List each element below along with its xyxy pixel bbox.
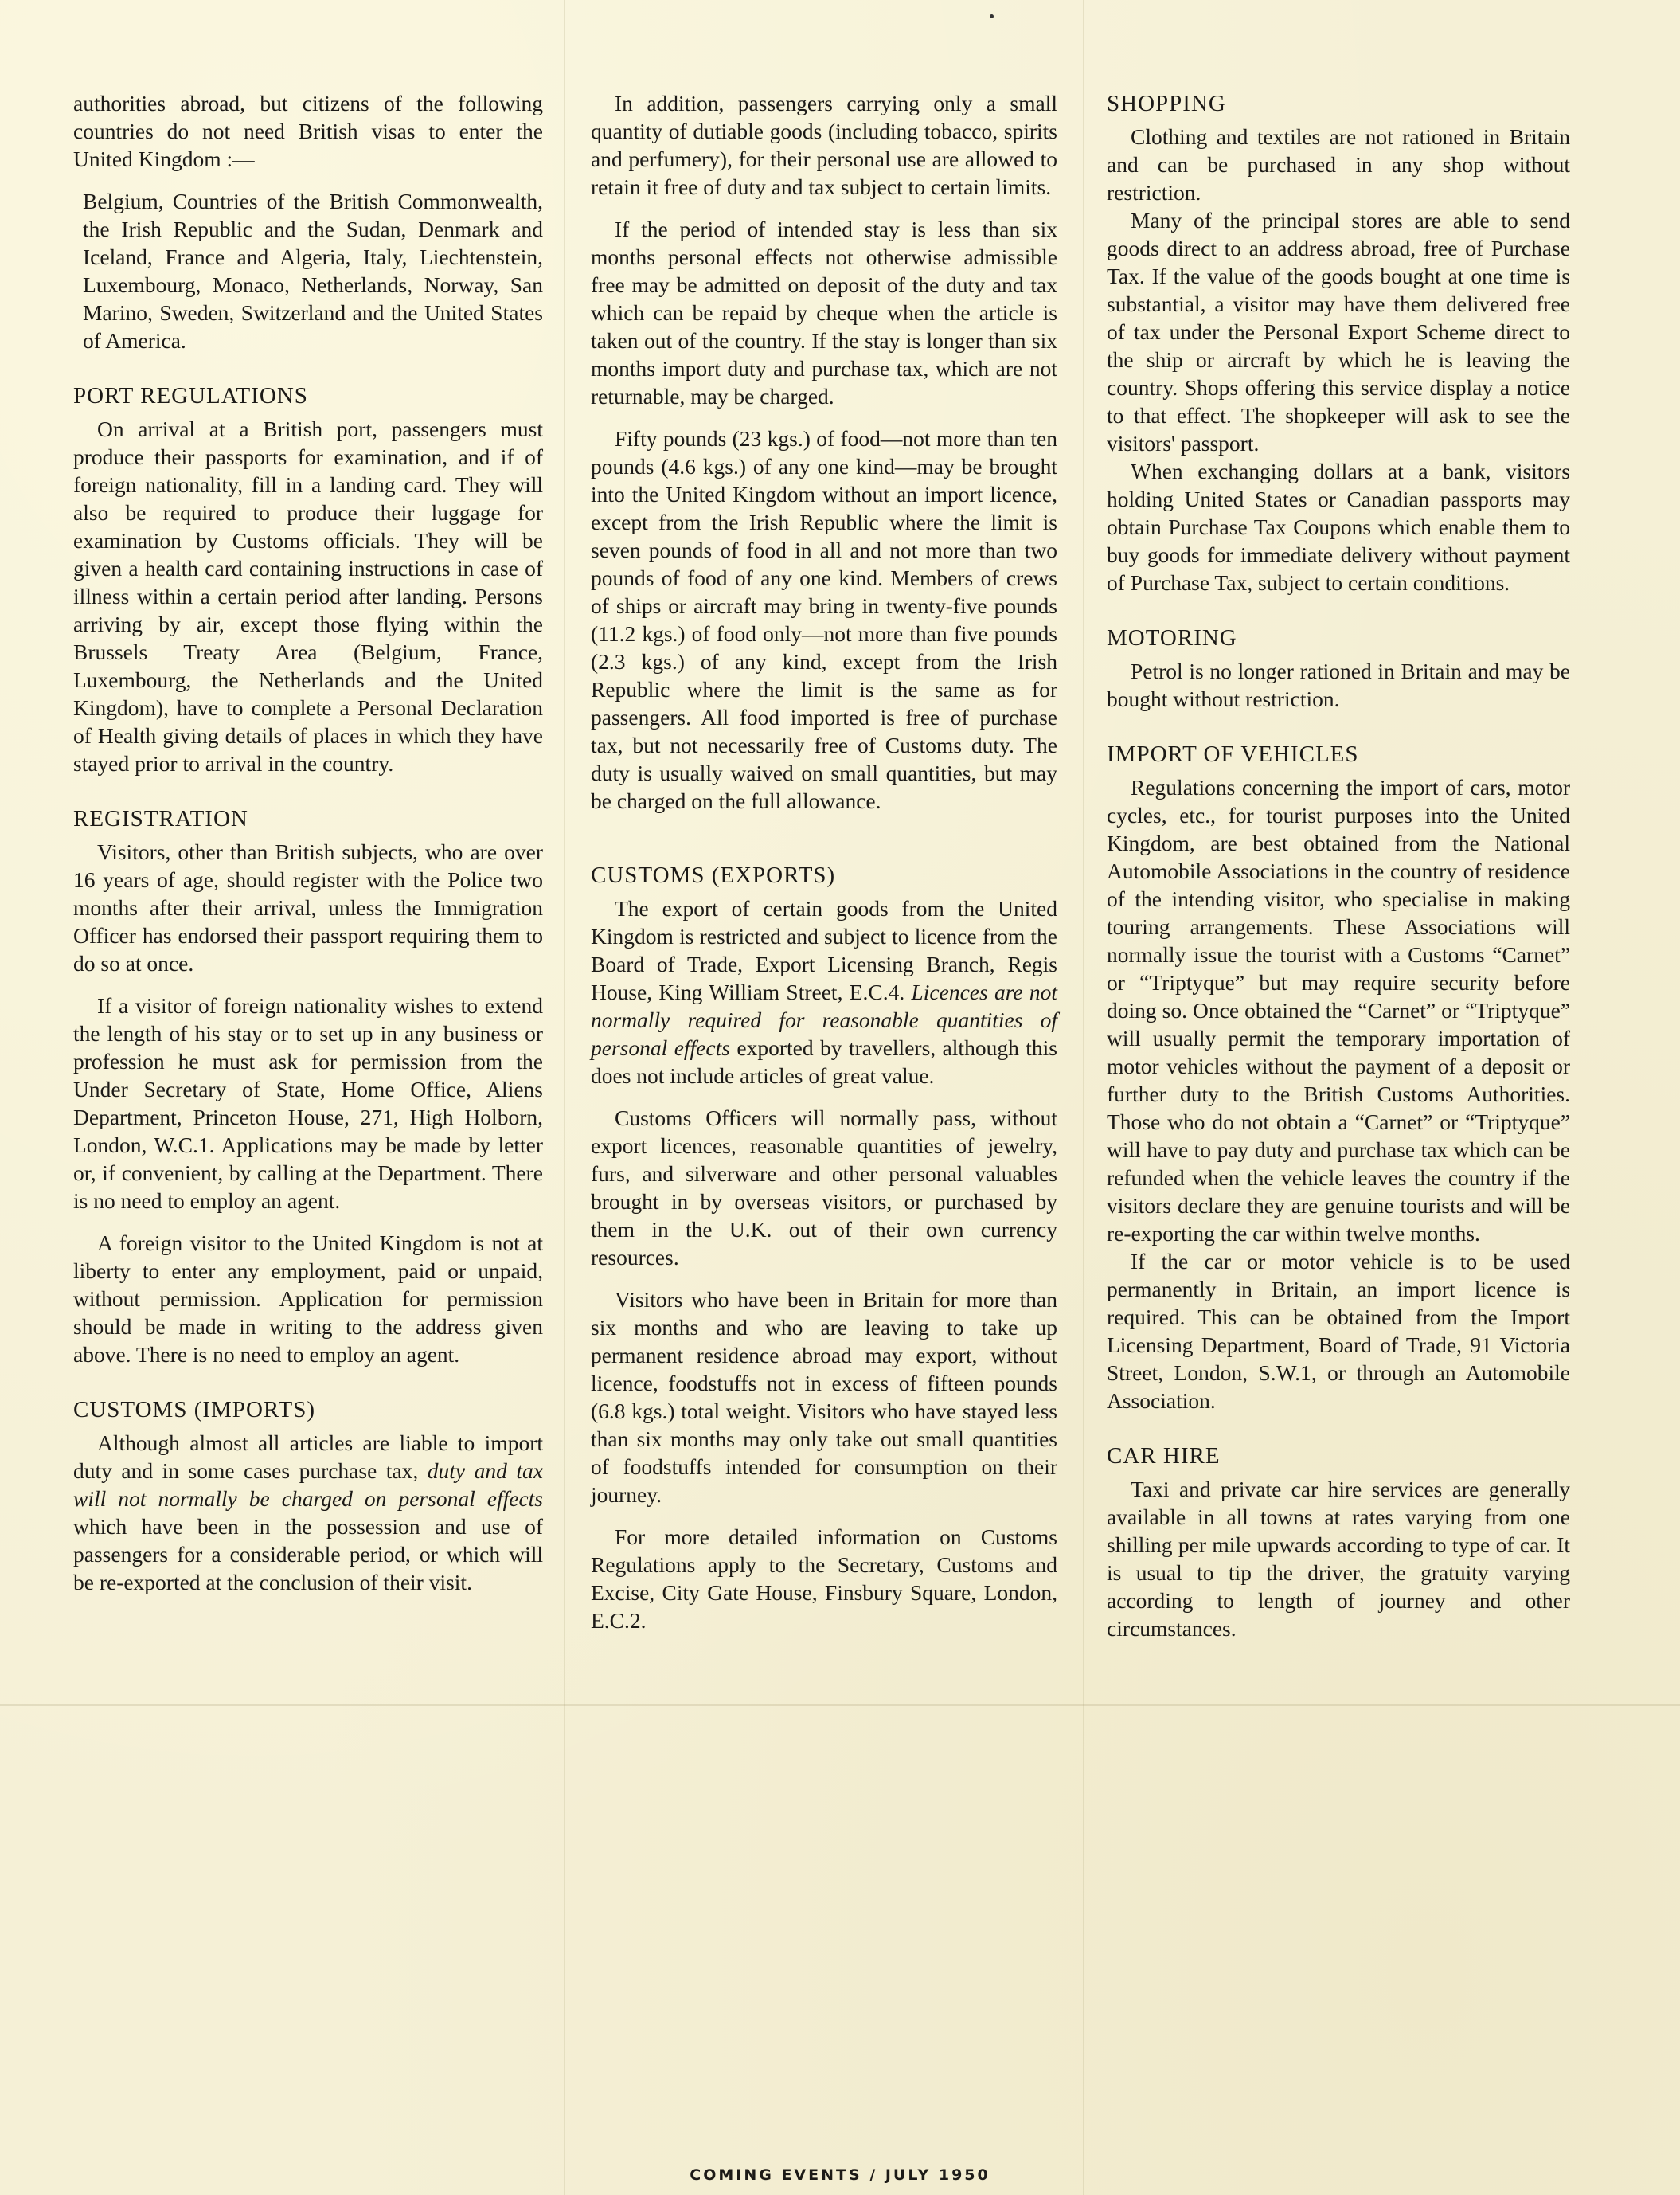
paragraph: Clothing and textiles are not rationed in Britain and can be purchased in any shop without restriction.: [1107, 124, 1570, 205]
paragraph: If a visitor of foreign nationality wishes to extend the length of his stay or to set up in any business or profession he must ask for permission from the Under Secretary of State, Home Office, Aliens Department, Princeton House, 271, High Holborn, London, W.C.1. Applications may be made by letter or, if convenient, by calling at the Department. There is no need to employ an agent.: [73, 993, 543, 1213]
page-footer: COMING EVENTS / JULY 1950: [690, 2166, 990, 2184]
paragraph: Fifty pounds (23 kgs.) of food—not more than ten pounds (4.6 kgs.) of any one kind—may be brought into the United Kingdom without an import licence, except from the Irish Republic where the limit is seven pounds of food in all and not more than two pounds of food of any one kind. Members of crews of ships or aircraft may bring in twenty-five pounds (11.2 kgs.) of food only—not more than five pounds (2.3 kgs.) of any kind, except from the Irish Republic where the limit is the same as for passengers. All food imported is free of purchase tax, but not necessarily free of Customs duty. The duty is usually waived on small quantities, but may be charged on the full allowance.: [591, 426, 1057, 813]
heading-customs-imports: CUSTOMS (IMPORTS): [73, 1397, 315, 1422]
ink-dot: [990, 14, 994, 18]
italic-text: Licences are not normally required for reasonable quantities of personal effects: [591, 980, 1058, 1060]
visa-exempt-countries: Belgium, Countries of the British Commonwealth, the Irish Republic and the Sudan, Denmark and Iceland, France and Algeria, Italy, Liechtenstein, Luxembourg, Monaco, Netherlands, Norway, San Marino, Sweden, Switzerland and the United States of America.: [83, 189, 543, 353]
heading-shopping: SHOPPING: [1107, 91, 1226, 116]
fold-line: [564, 0, 565, 2195]
heading-port-regulations: PORT REGULATIONS: [73, 383, 308, 409]
text-run: which have been in the possession and use of passengers for a considerable period, or which will be re-exported at the conclusion of their visit.: [73, 1514, 543, 1594]
heading-motoring: MOTORING: [1107, 625, 1237, 651]
paragraph: When exchanging dollars at a bank, visitors holding United States or Canadian passports may obtain Purchase Tax Coupons which enable them to buy goods for immediate delivery without payment of Purchase Tax, subject to certain conditions.: [1107, 459, 1570, 595]
paragraph: Taxi and private car hire services are generally available in all towns at rates varying from one shilling per mile upwards according to type of car. It is usual to tip the driver, the gratuity varying according to length of journey and other circumstances.: [1107, 1477, 1570, 1641]
heading-import-of-vehicles: IMPORT OF VEHICLES: [1107, 741, 1359, 767]
column-2: [591, 89, 1057, 1649]
paragraph: For more detailed information on Customs Regulations apply to the Secretary, Customs and Excise, City Gate House, Finsbury Square, London, E.C.2.: [591, 1524, 1057, 1633]
paragraph: Visitors who have been in Britain for more than six months and who are leaving to take up permanent residence abroad may export, without licence, foodstuffs not in excess of fifteen pounds (6.8 kgs.) total weight. Visitors who have stayed less than six months may only take out small quantities of foodstuffs intended for consumption on their journey.: [591, 1287, 1057, 1507]
text-run: Although almost all articles are liable to import duty and in some cases purchase tax,: [73, 1430, 543, 1483]
heading-registration: REGISTRATION: [73, 806, 248, 831]
paragraph: Visitors, other than British subjects, who are over 16 years of age, should register with the Police two months after their arrival, unless the Immigration Officer has endorsed their passport requiring them to do so at once.: [73, 839, 543, 976]
paragraph: If the period of intended stay is less than six months personal effects not otherwise admissible free may be admitted on deposit of the duty and tax which can be repaid by cheque when the article is taken out of the country. If the stay is longer than six months import duty and purchase tax, which are not returnable, may be charged.: [591, 217, 1057, 409]
column-1: [73, 89, 543, 1610]
text-run: exported by travellers, although this does not include articles of great value.: [591, 1035, 1057, 1088]
text-run: The export of certain goods from the United Kingdom is restricted and subject to licence from the Board of Trade, Export Licensing Branch, Regis House, King William Street, E.C.4.: [591, 896, 1057, 1004]
paragraph: Regulations concerning the import of cars, motor cycles, etc., for tourist purposes into the United Kingdom, are best obtained from the National Automobile Associations in the country of residence of the intending visitor, who specialise in making touring arrangements. These Associations will normally issue the tourist with a Customs “Carnet” or “Triptyque” but may require security before doing so. Once obtained the “Carnet” or “Triptyque” will usually permit the temporary importation of motor vehicles without the payment of a deposit or further duty to the British Customs Authorities. Those who do not obtain a “Carnet” or “Triptyque” will have to pay duty and purchase tax which can be refunded when the vehicle leaves the country if the visitors declare they are genuine tourists and will be re-exporting the car within twelve months.: [1107, 775, 1570, 1246]
paragraph: In addition, passengers carrying only a small quantity of dutiable goods (including tobacco, spirits and perfumery), for their personal use are allowed to retain it free of duty and tax subject to certain limits.: [591, 91, 1057, 199]
italic-text: duty and tax will not normally be charged on personal effects: [73, 1458, 543, 1511]
fold-line: [0, 1704, 1680, 1706]
heading-car-hire: CAR HIRE: [1107, 1443, 1221, 1469]
column-3: [1107, 89, 1570, 1657]
paragraph: On arrival at a British port, passengers must produce their passports for examination, and if of foreign nationality, fill in a landing card. They will also be required to produce their luggage for examination by Customs officials. They will be given a health card containing instructions in case of illness within a certain period after landing. Persons arriving by air, except those flying within the Brussels Treaty Area (Belgium, France, Luxembourg, the Netherlands and the United Kingdom), have to complete a Personal Declaration of Health giving details of places in which they have stayed prior to arrival in the country.: [73, 417, 543, 776]
paragraph: If the car or motor vehicle is to be used permanently in Britain, an import licence is required. This can be obtained from the Import Licensing Department, Board of Trade, 91 Victoria Street, London, S.W.1, or through an Automobile Association.: [1107, 1249, 1570, 1413]
paragraph: Petrol is no longer rationed in Britain and may be bought without restriction.: [1107, 659, 1570, 711]
paragraph: [73, 1429, 543, 1596]
paragraph: Customs Officers will normally pass, without export licences, reasonable quantities of jewelry, furs, and silverware and other personal valuables brought in by overseas visitors, or purchased by them in the U.K. out of their own currency resources.: [591, 1105, 1057, 1270]
paragraph: A foreign visitor to the United Kingdom is not at liberty to enter any employment, paid or unpaid, without permission. Application for permission should be made in writing to the address given above. There is no need to employ an agent.: [73, 1231, 543, 1367]
fold-line: [1083, 0, 1084, 2195]
paragraph: [591, 894, 1057, 1090]
visa-intro: authorities abroad, but citizens of the following countries do not need British visas to enter the United Kingdom :—: [73, 91, 543, 171]
paragraph: Many of the principal stores are able to send goods direct to an address abroad, free of Purchase Tax. If the value of the goods bought at one time is substantial, a visitor may have them delivered free of tax under the Personal Export Scheme direct to the ship or aircraft by which he is leaving the country. Shops offering this service display a notice to that effect. The shopkeeper will ask to see the visitors' passport.: [1107, 208, 1570, 456]
heading-customs-exports: CUSTOMS (EXPORTS): [591, 863, 836, 888]
